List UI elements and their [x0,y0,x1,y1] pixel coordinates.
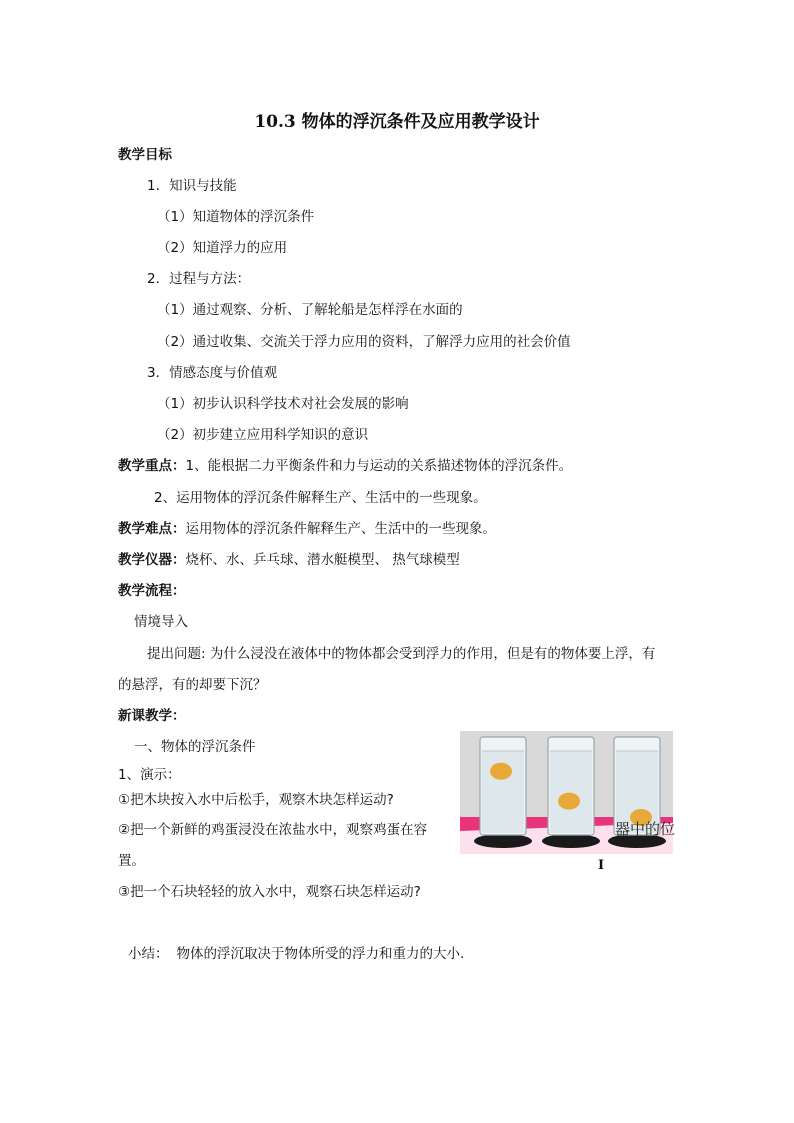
egg [558,793,580,810]
egg [490,763,512,780]
process-heading: 教学流程： [118,583,186,599]
summary [128,946,464,962]
beaker-base [474,834,532,848]
new-lesson-heading: 新课教学： [118,708,186,724]
objective-item: （2）初步建立应用科学知识的意识 [157,427,369,443]
objectives-heading: 教学目标 [118,147,172,163]
key-point-1: 1、能根据二力平衡条件和力与运动的关系描述物体的浮沉条件。 [185,458,573,474]
process-intro: 情境导入 [134,614,188,630]
objective-section-2: 2．过程与方法： [147,271,251,287]
difficulty-label: 教学难点： [118,521,186,537]
objective-item: （1）知道物体的浮沉条件 [157,209,315,225]
figure-caption-mark: I [598,858,605,873]
objective-section-1: 1．知识与技能 [147,178,237,194]
objective-item: （1）通过观察、分析、了解轮船是怎样浮在水面的 [157,302,463,318]
demo-step-3: ③把一个石块轻轻的放入水中，观察石块怎样运动? [118,884,421,900]
objective-item: （2）知道浮力的应用 [157,240,288,256]
beaker-base [542,834,600,848]
summary-label: 小结： [128,946,169,962]
key-points [118,458,572,474]
key-points-label: 教学重点： [118,458,186,474]
demo-step-2-line1: ②把一个新鲜的鸡蛋浸没在浓盐水中，观察鸡蛋在容 [118,822,428,838]
instruments-label: 教学仪器： [118,552,186,568]
summary-text: 物体的浮沉取决于物体所受的浮力和重力的大小. [176,946,465,962]
beaker-water [550,751,592,833]
objective-item: （1）初步认识科学技术对社会发展的影响 [157,396,409,412]
objective-item: （2）通过收集、交流关于浮力应用的资料，了解浮力应用的社会价值 [157,334,571,350]
objective-section-3: 3．情感态度与价值观 [147,365,278,381]
demo-label: 1、演示： [118,767,181,783]
demo-step-2-overflow-text: 器中的位 [615,820,676,838]
difficulty [118,521,496,537]
difficulty-text: 运用物体的浮沉条件解释生产、生活中的一些现象。 [185,521,496,537]
demo-step-2-line2: 置。 [118,853,145,869]
demo-step-1: ①把木块按入水中后松手，观察木块怎样运动? [118,792,394,808]
key-point-2: 2、运用物体的浮沉条件解释生产、生活中的一些现象。 [154,490,487,506]
process-question-line2: 的悬浮，有的却要下沉？ [118,677,267,693]
section-float-sink-conditions: 一、物体的浮沉条件 [134,739,256,755]
instruments-text: 烧杯、水、乒乓球、潜水艇模型、 热气球模型 [185,552,460,568]
process-question-line1: 提出问题: 为什么浸没在液体中的物体都会受到浮力的作用，但是有的物体要上浮，有 [147,646,656,662]
instruments [118,552,460,568]
page-title: 10.3 物体的浮沉条件及应用教学设计 [254,112,540,132]
